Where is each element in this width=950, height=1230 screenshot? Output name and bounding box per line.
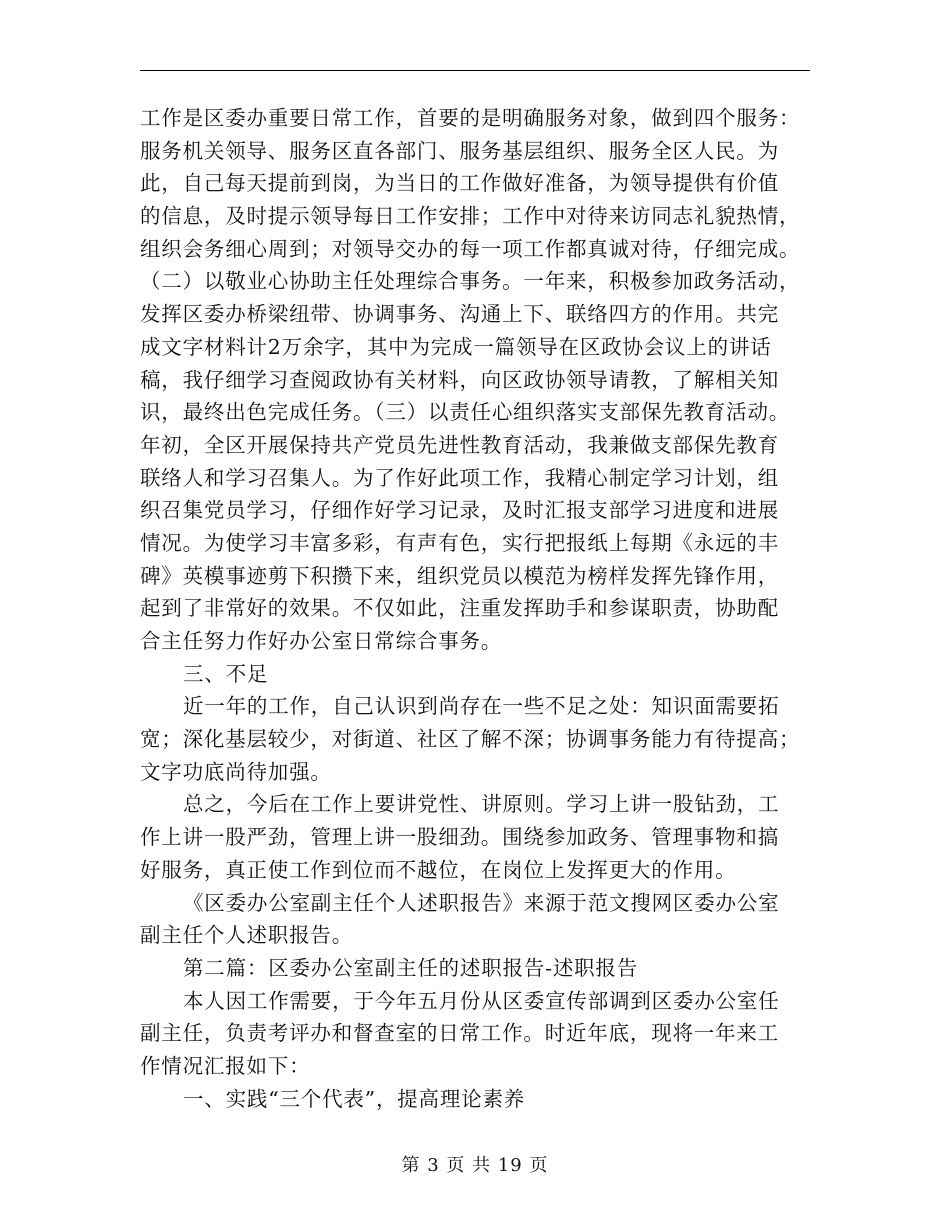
text-line: 副主任，负责考评办和督查室的日常工作。时近年底，现将一年来工	[140, 1021, 779, 1046]
text-line: 成文字材料计2万余字，其中为完成一篇领导在区政协会议上的讲话	[140, 334, 772, 359]
text-line: 一、实践“三个代表”，提高理论素养	[183, 1086, 526, 1111]
text-line: 起到了非常好的效果。不仅如此，注重发挥助手和参谋职责，协助配	[140, 596, 779, 621]
text-line: 的信息，及时提示领导每日工作安排；工作中对待来访同志礼貌热情，	[140, 204, 801, 229]
text-line: 《区委办公室副主任个人述职报告》来源于范文搜网区委办公室	[183, 890, 780, 915]
text-line: 情况。为使学习丰富多彩，有声有色，实行把报纸上每期《永远的丰	[140, 530, 779, 555]
text-line: 稿，我仔细学习查阅政协有关材料，向区政协领导请教，了解相关知	[140, 367, 779, 392]
document-body	[140, 102, 820, 1115]
text-line: 本人因工作需要，于今年五月份从区委宣传部调到区委办公室任	[183, 988, 780, 1013]
text-line: 合主任努力作好办公室日常综合事务。	[140, 629, 503, 653]
text-line: 工作是区委办重要日常工作，首要的是明确服务对象，做到四个服务：	[140, 106, 801, 130]
text-line: 此，自己每天提前到岗，为当日的工作做好准备，为领导提供有价值	[140, 171, 779, 196]
text-line: 识，最终出色完成任务。（三）以责任心组织落实支部保先教育活动。	[140, 400, 791, 425]
text-line: 作上讲一股严劲，管理上讲一股细劲。围绕参加政务、管理事物和搞	[140, 825, 779, 850]
text-line: 织召集党员学习，仔细作好学习记录，及时汇报支部学习进度和进展	[140, 498, 779, 523]
text-line: 宽；深化基层较少，对街道、社区了解不深；协调事务能力有待提高；	[140, 727, 801, 752]
text-line: 组织会务细心周到；对领导交办的每一项工作都真诚对待，仔细完成。	[140, 236, 801, 261]
text-line: 副主任个人述职报告。	[140, 923, 353, 948]
text-line: 第二篇：区委办公室副主任的述职报告-述职报告	[183, 955, 639, 980]
text-line: 碑》英模事迹剪下积攒下来，组织党员以模范为榜样发挥先锋作用，	[140, 563, 779, 588]
text-line: 总之，今后在工作上要讲党性、讲原则。学习上讲一股钻劲，工	[183, 792, 780, 817]
text-line: 近一年的工作，自己认识到尚存在一些不足之处：知识面需要拓	[183, 694, 780, 719]
text-line: 作情况汇报如下：	[140, 1053, 311, 1078]
header-rule	[140, 70, 810, 71]
page-footer: 第 3 页 共 19 页	[401, 1155, 549, 1176]
text-line: 三、不足	[183, 661, 269, 686]
text-line: 服务机关领导、服务区直各部门、服务基层组织、服务全区人民。为	[140, 138, 779, 163]
text-line: 文字功底尚待加强。	[140, 759, 332, 784]
text-line: 好服务，真正使工作到位而不越位，在岗位上发挥更大的作用。	[140, 857, 737, 882]
text-line: 发挥区委办桥梁纽带、协调事务、沟通上下、联络四方的作用。共完	[140, 302, 779, 327]
text-line: （二）以敬业心协助主任处理综合事务。一年来，积极参加政务活动，	[140, 269, 801, 294]
text-line: 联络人和学习召集人。为了作好此项工作，我精心制定学习计划，组	[140, 465, 779, 490]
text-line: 年初，全区开展保持共产党员先进性教育活动，我兼做支部保先教育	[140, 432, 779, 457]
